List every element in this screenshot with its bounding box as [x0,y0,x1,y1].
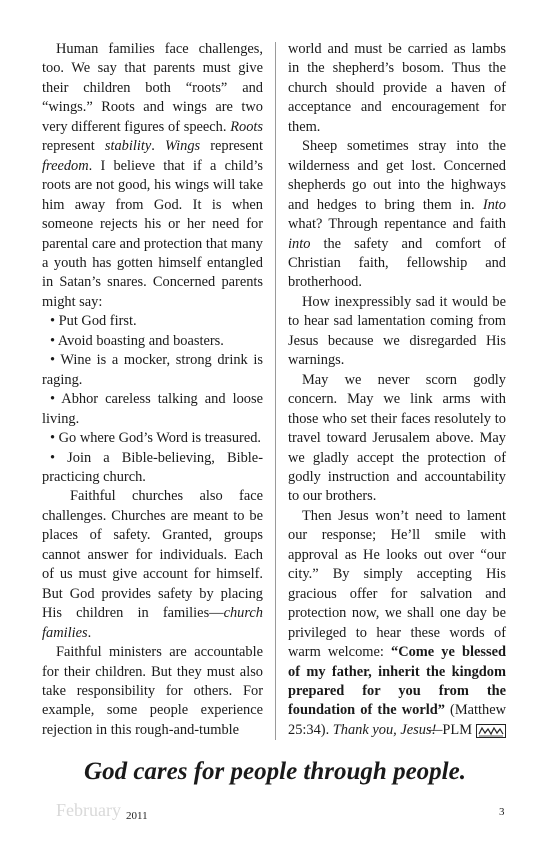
publisher-logo-icon [476,724,506,738]
bullet-item: • Avoid boasting and boasters. [50,332,224,349]
column-divider [275,42,276,740]
emphasis-roots: Roots [230,118,263,135]
emphasis-into: Into [482,196,506,213]
footer-month: February [56,800,121,820]
footer-year: 2011 [126,810,148,822]
paragraph-lambs: world and must be carried as lambs in the shepherd’s bosom. Thus the church should provide a haven of acceptance and encouragement for them. [288,41,506,135]
paragraph-sheep [288,137,506,293]
bullet-item: • Go where God’s Word is treasured. [50,430,262,447]
paragraph-parents [42,40,263,312]
paragraph-concern: May we never scorn godly concern. May we link arms with those who set their faces resolutely to travel toward Jerusalem above. May we gladly accept the protection of godly instruction and accountability to our brothers. [288,371,506,505]
emphasis-into: into [288,235,311,252]
text: represent [42,138,105,155]
bullet-item: • Abhor careless talking and loose living. [42,391,263,427]
paragraph-churches [42,487,263,643]
right-column [288,40,506,740]
paragraph-ministers: Faithful ministers are accountable for their children. But they must also take responsibility for others. For example, some people experience rejection in this rough-and-tumble [42,644,263,738]
scripture-quote: “Come ye blessed of my father, inherit the kingdom prepared for you from the foundation of the world” [288,644,507,719]
paragraph-lamentation: How inexpressibly sad it would be to hear sad lamentation coming from Jesus because we disregarded His warnings. [288,293,506,369]
text: Faithful churches also face challenges. Churches are meant to be places of safety. Granted, groups cannot answer for individuals. Each of us must give account for himself. But God provides safety by placing His children in families— [42,488,263,622]
text: the safety and comfort of Christian faith, fellowship and brotherhood. [288,235,506,291]
closing-thanks: Thank you, Jesus! [332,721,437,738]
emphasis-wings: Wings [164,138,201,155]
text: what? Through repentance and faith [288,216,506,233]
left-column [42,40,263,740]
bullet-item: • Join a Bible-believing, Bible-practicing church. [42,449,263,485]
text: . I believe that if a child’s roots are not good, his wings will take him away from God. It is when someone rejects his or her need for parental care and protection that many a youth has gotten himself entangled in Satan’s snares. Concerned parents might say: [42,157,263,310]
text: Then Jesus won’t need to lament our response; He’ll smile with approval as He looks out over “our city.” By simply accepting His gracious offer for salvation and protection now, we shall one day be privileged to hear these words of warm welcome: [288,507,506,661]
text: represent [200,138,263,155]
text: . [87,624,92,641]
emphasis-freedom: freedom [42,157,89,174]
paragraph-welcome [288,507,506,740]
page-tagline: God cares for people through people. [84,758,466,785]
bullet-item: • Put God first. [50,313,137,330]
emphasis-church-families: church families [42,605,263,641]
text: . [151,138,165,155]
emphasis-stability: stability [104,138,152,155]
bullet-item: • Wine is a mocker, strong drink is raging. [42,352,263,388]
scripture-reference: (Matthew 25:34). [288,702,506,738]
text: Sheep sometimes stray into the wilderness and get lost. Concerned shepherds go out into the highways and hedges to bring them in. [288,138,506,213]
page-number: 3 [499,806,505,818]
text: Human families face challenges, too. We say that parents must give their children both “roots” and “wings.” Roots and wings are two very different figures of speech. [42,41,263,135]
author-signature: —PLM [428,721,472,738]
